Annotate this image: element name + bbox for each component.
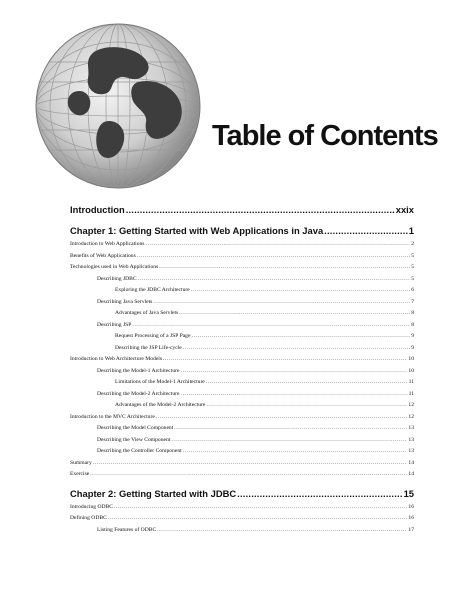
toc-entry-page: 9 — [411, 344, 414, 351]
toc-entry[interactable] — [70, 285, 414, 297]
toc-entry-title: Chapter 2: Getting Started with JDBC — [70, 487, 237, 499]
toc-entry-introduction[interactable] — [70, 204, 414, 216]
dot-leader — [108, 513, 408, 525]
spacer — [70, 216, 414, 225]
dot-leader — [180, 366, 407, 378]
toc-entry-title: Introduction — [70, 204, 125, 215]
toc-entry-title: Describing the JSP Life-cycle — [115, 344, 182, 351]
toc-entry-page: 11 — [408, 390, 414, 397]
toc-entry-page: 1 — [408, 225, 414, 236]
dot-leader — [324, 225, 408, 237]
toc-entry-title: Exploring the JDBC Architecture — [115, 287, 190, 293]
dot-leader — [163, 354, 407, 366]
dot-leader — [174, 423, 407, 435]
toc-entry-title: Technologies used in Web Applications — [70, 264, 159, 270]
toc-entry[interactable] — [70, 331, 414, 343]
toc-entry-page: 6 — [411, 287, 414, 293]
toc-entry[interactable] — [70, 354, 414, 366]
toc-entry-page: 14 — [408, 471, 414, 477]
toc-entry[interactable] — [70, 366, 414, 378]
dot-leader — [179, 308, 410, 320]
toc-entry-page: 5 — [411, 275, 414, 282]
toc-entry-page: 14 — [408, 459, 414, 466]
dot-leader — [183, 343, 410, 355]
spacer — [70, 481, 414, 488]
toc-entry-title: Introduction to the MVC Architecture — [70, 413, 155, 420]
toc-entry-title: Describing the Model-1 Architecture — [97, 367, 180, 374]
toc-entry-page: 16 — [408, 515, 414, 521]
toc-entry[interactable] — [70, 308, 414, 320]
toc-entry-page: 7 — [411, 298, 414, 305]
toc-entry[interactable] — [70, 377, 414, 389]
dot-leader — [191, 331, 410, 343]
dot-leader — [138, 274, 411, 286]
toc-entry-page: 5 — [411, 252, 414, 259]
dot-leader — [180, 389, 407, 401]
toc-entry[interactable] — [70, 412, 414, 424]
toc-entry[interactable] — [70, 320, 414, 332]
dot-leader — [114, 502, 407, 514]
toc-entry-title: Introduction to Web Applications — [70, 241, 145, 247]
dot-leader — [183, 446, 408, 458]
toc-entry[interactable] — [70, 513, 414, 525]
toc-entry-page: 12 — [408, 413, 414, 420]
toc-entry[interactable] — [70, 458, 414, 470]
toc-entry-title: Chapter 1: Getting Started with Web Applications in Java — [70, 225, 324, 236]
toc-entry-title: Describing Java Servlets — [97, 298, 153, 305]
dot-leader — [171, 435, 407, 447]
toc-entry-page: 11 — [408, 379, 414, 385]
globe-illustration — [34, 22, 202, 190]
toc-entry-page: 10 — [408, 367, 414, 374]
globe-icon — [34, 22, 202, 190]
toc-entry[interactable] — [70, 239, 414, 251]
toc-entry[interactable] — [70, 262, 414, 274]
dot-leader — [126, 204, 395, 216]
toc-entry[interactable] — [70, 251, 414, 263]
dot-leader — [159, 262, 410, 274]
toc-entry-title: Benefits of Web Applications — [70, 252, 136, 259]
toc-entry[interactable] — [70, 525, 414, 537]
toc-entry-title: Describing the Controller Component — [97, 448, 182, 454]
toc-entry-title: Describing JDBC — [97, 275, 137, 282]
toc-entry-page: 16 — [408, 503, 414, 510]
dot-leader — [156, 412, 408, 424]
toc-entry-title: Exercise — [70, 471, 90, 477]
toc-entry[interactable] — [70, 297, 414, 309]
toc-entry[interactable] — [70, 400, 414, 412]
toc-entry-title: Advantages of Java Servlets — [115, 310, 179, 316]
toc-entry-page: 13 — [408, 425, 414, 431]
toc-entry-title: Describing JSP — [97, 321, 132, 328]
toc-entry-page: 9 — [411, 333, 414, 339]
toc-entry[interactable] — [70, 423, 414, 435]
toc-entry[interactable] — [70, 435, 414, 447]
dot-leader — [137, 251, 410, 263]
toc-entry-page: 10 — [408, 356, 414, 362]
toc-entry-page: 17 — [408, 526, 414, 533]
dot-leader — [90, 469, 407, 481]
table-of-contents — [70, 204, 414, 536]
toc-entry-title: Listing Features of ODBC — [97, 526, 157, 533]
toc-entry-page: 13 — [408, 436, 414, 443]
toc-entry-title: Describing the Model Component — [97, 425, 174, 431]
toc-entry-title: Describing the View Component — [97, 436, 171, 443]
dot-leader — [206, 400, 407, 412]
toc-entry[interactable] — [70, 389, 414, 401]
toc-entry[interactable] — [70, 502, 414, 514]
toc-entry-title: Defining ODBC — [70, 515, 107, 521]
page-title: Table of Contents — [212, 120, 438, 152]
toc-entry[interactable] — [70, 446, 414, 458]
toc-entry-chapter-2[interactable] — [70, 488, 414, 500]
toc-entry[interactable] — [70, 343, 414, 355]
dot-leader — [157, 525, 407, 537]
toc-entry-page: 8 — [411, 310, 414, 316]
toc-entry-page: 15 — [403, 487, 414, 499]
toc-entry-page: 5 — [411, 264, 414, 270]
toc-entry-title: Summary — [70, 459, 92, 466]
toc-entry-page: 2 — [411, 241, 414, 247]
toc-entry-title: Advantages of the Model-2 Architecture — [115, 402, 206, 408]
toc-entry-page: xxix — [395, 204, 414, 215]
dot-leader — [206, 377, 408, 389]
dot-leader — [191, 285, 410, 297]
toc-entry-title: Introduction to Web Architecture Models — [70, 356, 163, 362]
toc-entry-title: Limitations of the Model-1 Architecture — [115, 379, 205, 385]
dot-leader — [146, 239, 411, 251]
toc-entry-page: 13 — [408, 448, 414, 454]
toc-entry-title: Introducing ODBC — [70, 503, 114, 510]
toc-entry-page: 12 — [408, 402, 414, 408]
toc-entry[interactable] — [70, 274, 414, 286]
toc-entry-title: Request Processing of a JSP Page — [115, 333, 191, 339]
toc-entry-title: Describing the Model-2 Architecture — [97, 390, 180, 397]
dot-leader — [132, 320, 410, 332]
toc-entry-page: 8 — [411, 321, 414, 328]
dot-leader — [93, 458, 408, 470]
dot-leader — [237, 488, 402, 500]
dot-leader — [153, 297, 410, 309]
toc-entry-chapter-1[interactable] — [70, 225, 414, 237]
toc-entry[interactable] — [70, 469, 414, 481]
